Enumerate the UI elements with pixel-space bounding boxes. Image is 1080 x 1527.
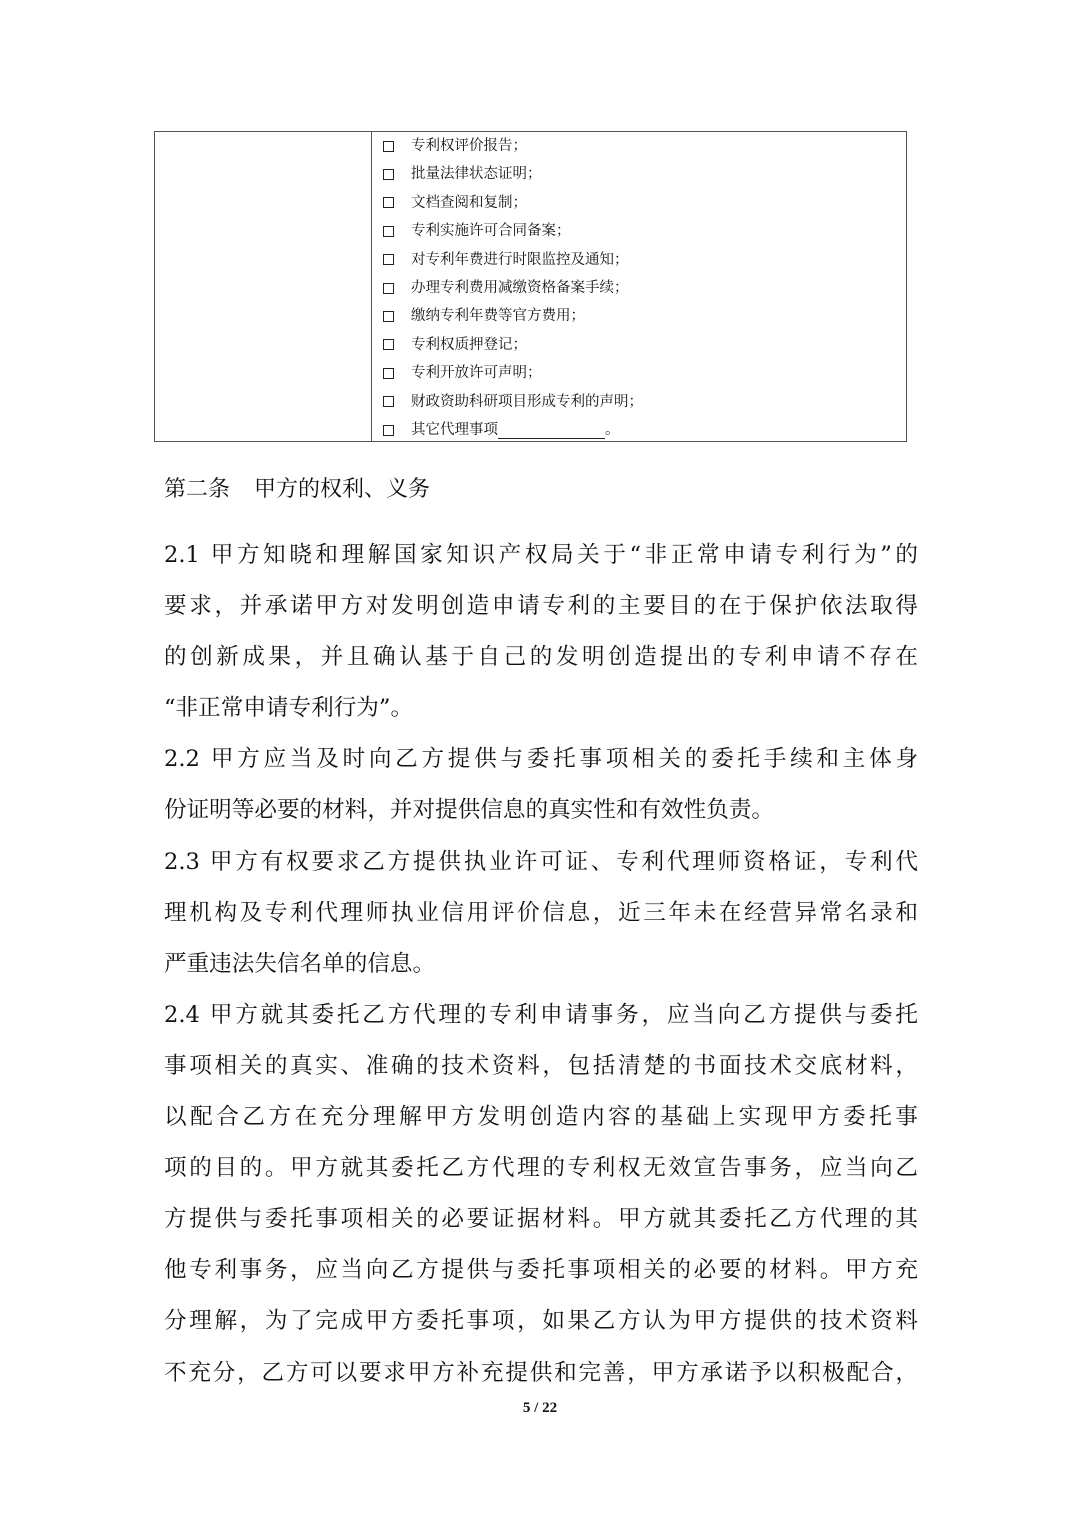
text-line: 方提供与委托事项相关的必要证据材料。甲方就其委托乙方代理的其 xyxy=(164,1206,918,1233)
option-item xyxy=(383,331,896,359)
option-label: 专利实施许可合同备案； xyxy=(411,223,571,240)
text-line: 事项相关的真实、准确的技术资料，包括清楚的书面技术交底材料， xyxy=(164,1052,918,1079)
section-title: 甲方的权利、义务 xyxy=(254,477,431,502)
option-label: 专利权质押登记； xyxy=(411,336,527,353)
option-label: 对专利年费进行时限监控及通知； xyxy=(411,251,629,268)
checkbox-icon[interactable] xyxy=(383,197,394,208)
section-number: 第二条 xyxy=(164,477,231,502)
option-suffix: 。 xyxy=(605,421,620,438)
checkbox-icon[interactable] xyxy=(383,169,394,180)
checkbox-icon[interactable] xyxy=(383,396,394,407)
checkbox-icon[interactable] xyxy=(383,311,394,322)
body-text xyxy=(164,530,918,1399)
option-item xyxy=(383,302,896,330)
section-heading xyxy=(164,470,430,510)
text-line: 分理解，为了完成甲方委托事项，如果乙方认为甲方提供的技术资料 xyxy=(164,1308,918,1335)
text-line: “非正常申请专利行为”。 xyxy=(164,695,414,722)
option-item xyxy=(383,246,896,274)
option-item xyxy=(383,388,896,416)
text-line: 2.3 甲方有权要求乙方提供执业许可证、专利代理师资格证，专利代 xyxy=(164,848,918,875)
blank-line xyxy=(498,422,605,439)
option-label: 批量法律状态证明； xyxy=(411,166,542,183)
checkbox-icon[interactable] xyxy=(383,339,394,350)
option-item xyxy=(383,160,896,188)
option-label: 专利开放许可声明； xyxy=(411,365,542,382)
option-item xyxy=(383,189,896,217)
page-number: 5 / 22 xyxy=(522,1400,558,1416)
options-table xyxy=(154,131,907,442)
option-item xyxy=(383,274,896,302)
text-line: 理机构及专利代理师执业信用评价信息，近三年未在经营异常名录和 xyxy=(164,899,918,926)
checkbox-icon[interactable] xyxy=(383,425,394,436)
option-item-other xyxy=(383,416,896,444)
checkbox-icon[interactable] xyxy=(383,283,394,294)
checkbox-icon[interactable] xyxy=(383,226,394,237)
option-label: 办理专利费用减缴资格备案手续； xyxy=(411,279,629,296)
option-label: 其它代理事项 xyxy=(411,421,498,438)
text-line: 2.4 甲方就其委托乙方代理的专利申请事务，应当向乙方提供与委托 xyxy=(164,1001,918,1028)
text-line: 的创新成果，并且确认基于自己的发明创造提出的专利申请不存在 xyxy=(164,644,918,671)
text-line: 要求，并承诺甲方对发明创造申请专利的主要目的在于保护依法取得 xyxy=(164,593,918,620)
text-line: 2.2 甲方应当及时向乙方提供与委托事项相关的委托手续和主体身 xyxy=(164,746,918,773)
table-divider xyxy=(371,132,372,441)
option-label: 财政资助科研项目形成专利的声明； xyxy=(411,393,643,410)
option-item xyxy=(383,217,896,245)
text-line: 他专利事务，应当向乙方提供与委托事项相关的必要的材料。甲方充 xyxy=(164,1257,918,1284)
option-label: 专利权评价报告； xyxy=(411,138,527,154)
checkbox-icon[interactable] xyxy=(383,368,394,379)
checkbox-icon[interactable] xyxy=(383,141,394,152)
text-line: 2.1 甲方知晓和理解国家知识产权局关于“非正常申请专利行为”的 xyxy=(164,542,918,568)
option-label: 缴纳专利年费等官方费用； xyxy=(411,308,585,325)
text-line: 不充分，乙方可以要求甲方补充提供和完善，甲方承诺予以积极配合， xyxy=(164,1359,918,1386)
text-line: 严重违法失信名单的信息。 xyxy=(164,950,436,977)
text-line: 份证明等必要的材料，并对提供信息的真实性和有效性负责。 xyxy=(164,797,775,824)
option-label: 文档查阅和复制； xyxy=(411,194,527,211)
option-item xyxy=(383,359,896,387)
text-line: 以配合乙方在充分理解甲方发明创造内容的基础上实现甲方委托事 xyxy=(164,1104,918,1131)
checkbox-icon[interactable] xyxy=(383,254,394,265)
options-list xyxy=(383,132,896,444)
text-line: 项的目的。甲方就其委托乙方代理的专利权无效宣告事务，应当向乙 xyxy=(164,1155,918,1182)
option-item xyxy=(383,132,896,160)
